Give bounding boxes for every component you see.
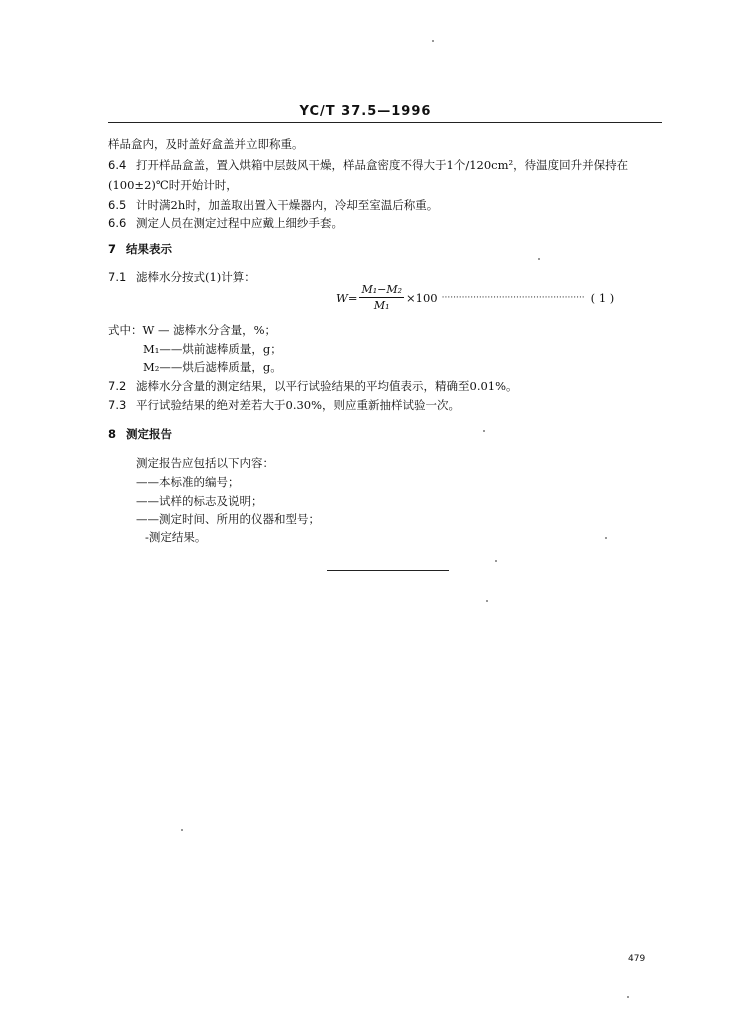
section-number: 8 [108, 427, 117, 441]
section-number: 7 [108, 242, 117, 256]
section-title: 测定报告 [126, 427, 172, 441]
scan-speck [483, 430, 485, 432]
where-m1: M₁——烘前滤棒质量，g； [143, 342, 282, 356]
page-number: 479 [628, 954, 646, 964]
clause-text: 测定人员在测定过程中应戴上细纱手套。 [136, 216, 343, 230]
clause-number: 6.6 [108, 216, 127, 230]
report-item-3: ——测定时间、所用的仪器和型号； [136, 512, 320, 526]
clause-7-1 [108, 269, 256, 285]
clause-6-6 [108, 215, 343, 231]
clause-number: 6.5 [108, 198, 127, 212]
scan-speck [432, 40, 434, 42]
formula-denominator: M₁ [373, 299, 390, 312]
section-title: 结果表示 [126, 242, 172, 256]
formula-leader-dots: ·················································· [441, 292, 585, 303]
scan-speck [495, 560, 497, 562]
formula-lhs: W= [336, 290, 358, 305]
where-w: 式中：W — 滤棒水分含量，%； [108, 323, 277, 337]
report-item-2: ——试样的标志及说明； [136, 494, 263, 508]
scan-speck [181, 829, 183, 831]
scan-speck [538, 258, 540, 260]
clause-6-5 [108, 197, 438, 213]
clause-6-4-cont: (100±2)℃时开始计时， [108, 178, 238, 192]
clause-text: 平行试验结果的绝对差若大于0.30%，则应重新抽样试验一次。 [136, 398, 461, 412]
clause-text: 滤棒水分按式(1)计算： [136, 270, 256, 284]
scan-speck [486, 600, 488, 602]
where-m2: M₂——烘后滤棒质量，g。 [143, 360, 282, 374]
clause-text: 打开样品盒盖，置入烘箱中层鼓风干燥，样品盒密度不得大于1个/120cm²，待温度回升并保持在 [136, 158, 629, 172]
formula-1 [336, 283, 614, 312]
clause-7-2 [108, 378, 518, 394]
header-rule [108, 122, 662, 123]
clause-7-3 [108, 397, 460, 413]
formula-fraction [359, 283, 404, 312]
report-intro: 测定报告应包括以下内容： [136, 456, 274, 470]
formula-numerator: M₁−M₂ [361, 283, 403, 296]
clause-number: 7.3 [108, 398, 127, 412]
section-7-heading [108, 241, 172, 257]
scan-speck [627, 996, 629, 998]
document-header: YC/T 37.5—1996 [299, 104, 432, 119]
report-item-4: -测定结果。 [145, 530, 207, 544]
clause-number: 6.4 [108, 158, 127, 172]
clause-text: 计时满2h时，加盖取出置入干燥器内，冷却至室温后称重。 [136, 198, 439, 212]
formula-rest: ×100 [406, 290, 438, 305]
end-rule [327, 570, 449, 571]
report-item-1: ——本标准的编号； [136, 475, 240, 489]
clause-number: 7.1 [108, 270, 127, 284]
scan-speck [605, 537, 607, 539]
continued-line: 样品盒内，及时盖好盒盖并立即称重。 [108, 137, 304, 151]
formula-number: ( 1 ) [590, 290, 615, 305]
clause-6-4 [108, 157, 628, 173]
section-8-heading [108, 426, 172, 442]
clause-text: 滤棒水分含量的测定结果，以平行试验结果的平均值表示，精确至0.01%。 [136, 379, 518, 393]
clause-number: 7.2 [108, 379, 127, 393]
